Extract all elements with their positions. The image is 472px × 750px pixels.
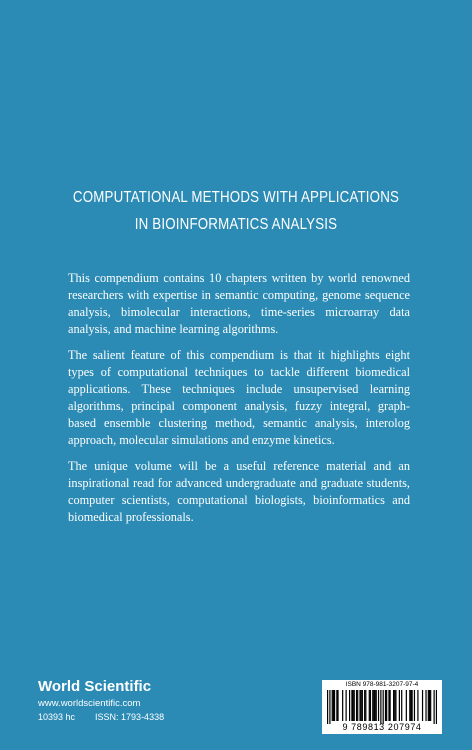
barcode-bar [436,690,437,724]
barcode-bar [401,690,402,721]
barcode-bar [376,690,377,721]
book-title-line-2: IN BIOINFORMATICS ANALYSIS [134,216,338,233]
barcode-bar [373,690,374,721]
barcode-graphic [327,690,437,724]
barcode-bar [390,690,391,721]
barcode-bar [386,690,387,721]
barcode-bar [412,690,413,721]
barcode-bar [378,690,379,721]
barcode-digits: 9 789813 207974 [342,722,422,732]
barcode-bar [429,690,430,721]
barcode-bar [369,690,370,721]
description-paragraph-1: This compendium contains 10 chapters written by world renowned researchers with expertise in semantic computing, genome sequence analysis, bimolecular interactions, time-series microarray data analysis, and machine learning algorithms. [68,271,410,336]
barcode-bar [346,690,347,721]
description-paragraph-3: The unique volume will be a useful reference material and an inspirational read for advanced undergraduate and graduate students, computer scientists, computational biologists, bioinformatics and biomedical professionals. [68,459,410,524]
description-paragraph-2: The salient feature of this compendium is that it highlights eight types of computational techniques to tackle different biomedical applications. These techniques include unsupervised learning algorithms, principal component analysis, fuzzy integral, graph-based ensemble clustering method, semantic analysis, interolog approach, molecular simulations and enzyme kinetics. [68,348,410,447]
barcode-bar [406,690,407,721]
isbn-text: ISBN 978-981-3207-97-4 [345,681,419,688]
barcode-bar [409,690,410,721]
barcode-bar [434,690,435,724]
barcode-bar [383,690,384,724]
barcode-bar [333,690,334,721]
barcode-bar [351,690,352,721]
barcode-bar [370,690,371,721]
barcode-bar [329,690,330,724]
book-title [67,184,404,238]
series-code: 10393 hc ISSN: 1793-4338 [38,712,165,722]
barcode-bar [359,690,360,721]
description [68,270,410,535]
publisher-url: www.worldscientific.com [38,698,141,709]
barcode-bar [365,690,366,721]
barcode-bar [332,690,333,721]
barcode-bar [372,690,373,721]
barcode-bar [354,690,355,721]
barcode-bar [327,690,328,724]
barcode-bar [394,690,395,721]
barcode-bar [334,690,335,721]
barcode-bar [362,690,363,721]
barcode-bar [356,690,357,721]
barcode-bar [337,690,338,721]
barcode-bar [428,690,429,721]
barcode-bar [380,690,381,724]
barcode-bar [349,690,350,721]
barcode-bar [425,690,426,721]
barcode-bar [393,690,394,721]
barcode-bar [399,690,400,721]
publisher-name: World Scientific [38,678,152,695]
barcode-bar [395,690,396,721]
barcode-bar [388,690,389,721]
barcode-bar [374,690,375,721]
barcode-label [322,680,442,734]
barcode-bar [385,690,386,721]
barcode-bar [361,690,362,721]
barcode-bar [357,690,358,721]
barcode-bar [364,690,365,721]
book-title-line-1: COMPUTATIONAL METHODS WITH APPLICATIONS [72,189,400,206]
barcode-bar [352,690,353,721]
barcode-bar [414,690,415,721]
barcode-bar [417,690,418,721]
barcode-bar [410,690,411,721]
barcode-bar [422,690,423,721]
barcode-bar [342,690,343,721]
barcode-bar [336,690,337,721]
barcode-bar [430,690,431,721]
